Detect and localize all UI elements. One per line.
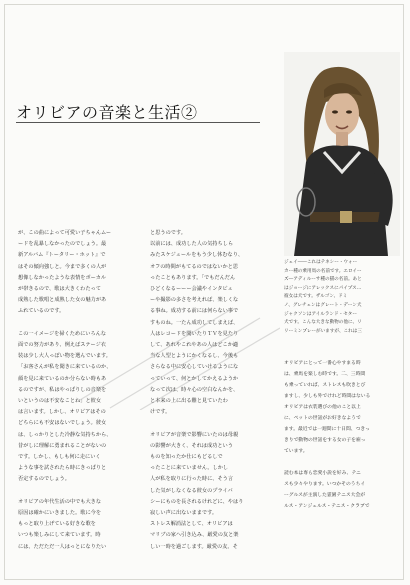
text-line: すものね。一たん成功してしまえば、: [150, 319, 239, 326]
caption-line: カー種の乗用馬の名前です。エロイー: [284, 268, 362, 274]
text-line: いつも楽しみにして来ています。時: [18, 532, 101, 539]
text-line: 否定するのでしょう。: [18, 476, 70, 483]
caption-line: ズ―アディルーサ種の猫の名前。あと: [284, 277, 362, 283]
text-line: 読む本は専ら恋愛小説を好み、テニ: [284, 471, 361, 476]
text-line: 「お客さんが私を聞きに来ているのか、: [18, 364, 112, 371]
text-line: はその傾向強しと。今まで多くの人が: [18, 263, 107, 270]
text-line: ストレス解消法として、オリビアは: [150, 521, 233, 528]
caption-line: 犬です。こんな大きな動物の他に、リ: [284, 320, 362, 326]
text-line: る事ね。成功する前には何らない事で: [150, 308, 239, 315]
text-line: ードを乱暴しなかったのでしょう。最: [18, 241, 107, 248]
text-line: 人が私を取りに行った時に、そう言: [150, 476, 234, 483]
text-line: した気がしなくなる彼女のプライバ: [150, 487, 233, 494]
text-line: っていって、何とかしてかえるようか: [150, 375, 239, 382]
caption-line: ジェイ――これはテネシー・ウォー: [284, 260, 358, 265]
caption-line: 彼女は犬です。ザルゴン、ドミ: [284, 294, 348, 300]
text-line: 昔がしに理解に勇まれることがないの: [18, 442, 107, 449]
text-line: は言います。しかし、オリビアはその: [18, 409, 106, 416]
text-line: ものを知ったか仕にもどるしで: [150, 454, 223, 461]
text-line: も乗っていれば、ストレスも吹きとび: [284, 383, 366, 388]
text-line: 顔を見に来ているのか分らない時もあ: [18, 375, 107, 382]
text-line: が、この曲によって可愛い子ちゃんムー: [18, 230, 112, 236]
caption-line: リーミンプレーがいますが、これは三: [284, 328, 362, 334]
text-line: です。しかし、もしも何に走にいく: [18, 454, 101, 461]
text-line: なって次は、時々心の空白なんかを、: [150, 386, 239, 393]
text-line: 以前には、成功した人の気持ちしら: [150, 241, 234, 248]
text-line: スも少々やります。いつかそのうちイ: [284, 482, 366, 487]
text-line: [150, 418, 272, 429]
text-line: ーグルスが主演した霊園テニス大会が: [284, 493, 366, 498]
photo-caption: [284, 259, 400, 336]
text-line: オリビアが音楽で影響にいたのは母親: [150, 431, 239, 438]
text-line: 想像しなかったような表情をボーカル: [18, 274, 107, 281]
text-line: シーにものを長されるけれどに、やはり: [150, 498, 244, 505]
text-line: して、あれやこれやあの人はどこか適: [150, 342, 239, 349]
text-line: 成熟した歌唱と成熟した女の魅力があ: [18, 297, 107, 304]
text-column-2: [150, 228, 272, 553]
text-line: ています。: [284, 449, 308, 454]
text-line: と思うのです。: [150, 230, 186, 236]
text-line: ーや撮影の多さを考えれば、楽しくな: [150, 297, 239, 304]
text-line: オリビアの年代生活の中でも大きな: [18, 498, 102, 505]
text-line: [18, 318, 138, 329]
text-line: どちらにも不安はないでしょう。彼女: [18, 420, 107, 427]
text-line: 装は少し大人っぽい物を選んでいます。: [18, 353, 111, 360]
text-line: この一イメージを掃くためにいろんな: [18, 330, 107, 337]
text-column-1: [18, 228, 138, 553]
text-line: ような事を試されたら時にきっぱりと: [18, 465, 107, 472]
text-line: ふれているのです。: [18, 308, 65, 315]
text-line: と本来の上に出る難と見ていたわ: [150, 398, 228, 405]
portrait-photo: [284, 52, 400, 256]
text-line: 新アルバム『トータリー・ホット』で: [18, 252, 106, 259]
text-line: いというのは不安なことね」と彼女: [18, 398, 102, 405]
text-line: 当な人型とようにかくなるし、今後も: [150, 353, 239, 360]
text-line: [284, 457, 400, 468]
text-line: [18, 486, 138, 497]
text-line: ったこともあります。「でもだんだん: [150, 274, 236, 281]
text-line: ひどくなるーーー会議やインタビュ: [150, 286, 233, 293]
text-line: オリビアにとって一番心やすまる時: [284, 361, 361, 366]
text-line: 面での努力があり、例えばステージ衣: [18, 342, 106, 349]
caption-line: はジョージにアレックスにパイプス…: [284, 285, 362, 291]
text-line: に、ペットの世話がお好きなようで: [284, 416, 361, 421]
text-line: ますし、少しも外でけれど時間はないる: [284, 394, 371, 399]
text-column-3: [284, 358, 400, 512]
text-line: るのですが、私はやっぱりしの音楽を: [18, 386, 107, 393]
text-line: ルス・アンジェルス・テニス・クラブで: [284, 504, 370, 509]
text-line: みたスケジュールをもう少し休むなり、: [150, 252, 244, 259]
text-line: オリビアは衣装選びの他のこと以上: [284, 405, 361, 410]
text-line: が帯きるので、歌は大きくわたって: [18, 286, 101, 293]
text-line: もっと取り上げている好きな歌を: [18, 521, 96, 528]
text-line: オフの時間がもてるのではないかと思: [150, 263, 239, 270]
text-line: ます。最近では一週間に十日間、つきっ: [284, 427, 370, 432]
text-line: マリブの家へ引き込み、厳愛の友と楽: [150, 532, 239, 539]
article-title: オリビアの音楽と生活②: [16, 103, 198, 122]
caption-line: ジャクソンはアイルランド・セター: [284, 311, 357, 317]
text-line: には、ただただ一人はっとになりたい: [18, 543, 107, 550]
text-line: ったことに来ていません。しかし: [150, 465, 229, 472]
caption-line: ノ、グレチェンはグレート・デーン犬: [284, 302, 362, 308]
text-line: さらなる中に安心していけるようにな: [150, 364, 239, 371]
text-line: 人はレコードを聞いたりＴＶを見たり: [150, 330, 239, 337]
text-line: は、乗馬を楽しむ時です。二、三時間: [284, 372, 366, 377]
text-line: けです。: [150, 409, 171, 416]
text-line: きりで動物の世話をする女の子を雇っ: [284, 438, 366, 443]
text-line: 寂しい声に出ないままです。: [150, 510, 218, 517]
title-underline: [16, 122, 260, 123]
text-line: しい一時を過ごします。厳愛の友、そ: [150, 543, 238, 550]
text-line: 原因は確かにいきました。歌に今を: [18, 510, 102, 517]
text-line: の影響が大きく、それは成功という: [150, 442, 233, 449]
text-line: は、しっかりとした冷静な気持ちから、: [18, 431, 112, 438]
